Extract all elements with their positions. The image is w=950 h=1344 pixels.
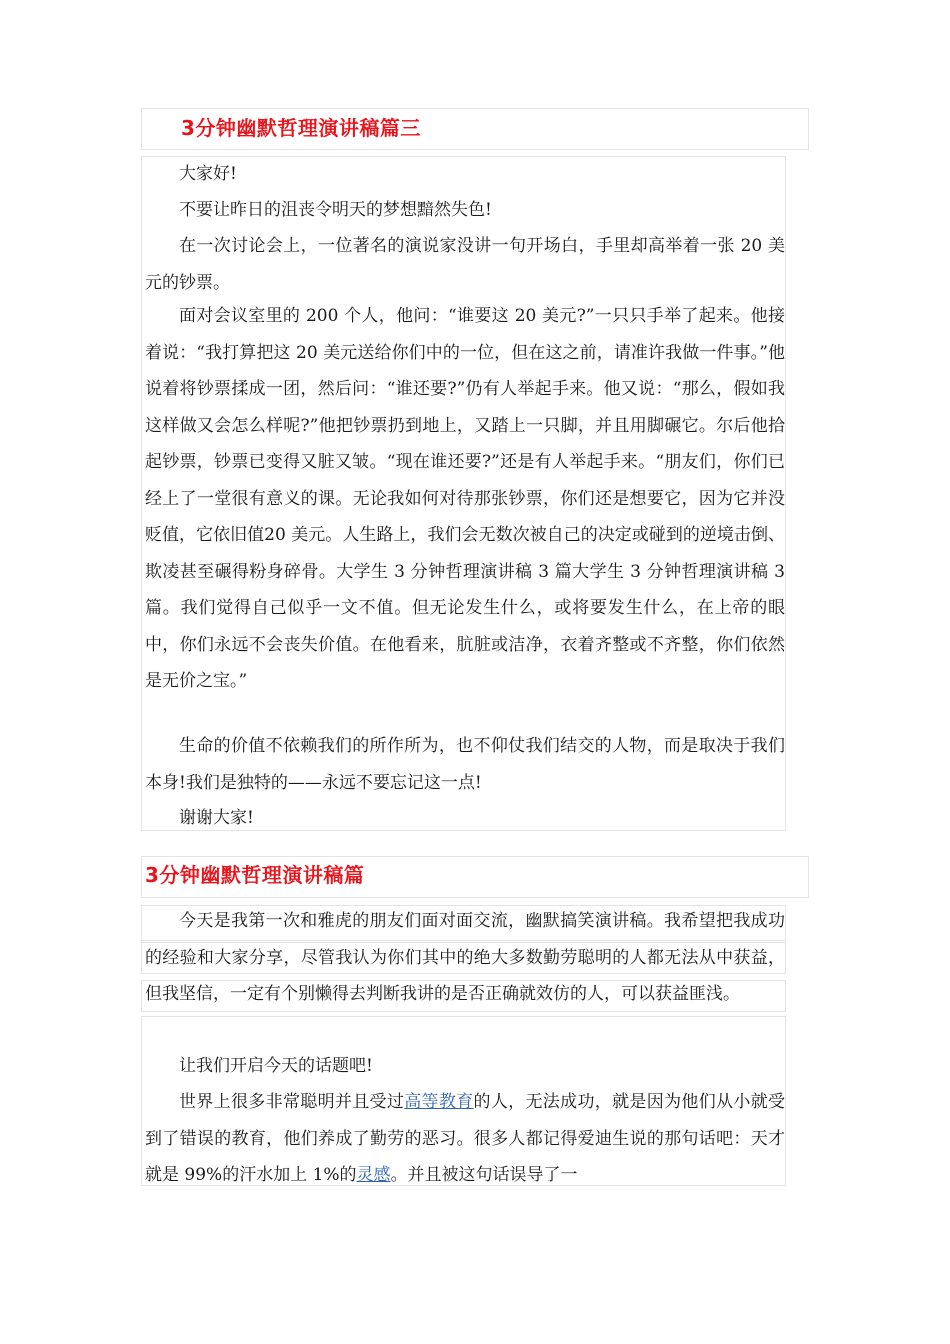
section2-title: 3分钟幽默哲理演讲稿篇 [145,863,365,887]
higher-education-link[interactable]: 高等教育 [404,1092,474,1112]
section1-paragraph-1: 大家好! [179,164,237,184]
section2-paragraph-1: 今天是我第一次和雅虎的朋友们面对面交流，幽默搞笑演讲稿。我希望把我成功的经验和大家分享，尽管我认为你们其中的绝大多数勤劳聪明的人都无法从中获益，但我坚信，一定有个别懒得去判断我讲的是否正确就效仿的人，可以获益匪浅。 [145,911,785,1004]
section1-paragraph-5: 生命的价值不依赖我们的所作所为，也不仰仗我们结交的人物，而是取决于我们本身!我们是独特的——永远不要忘记这一点! [145,736,785,793]
section1-title: 3分钟幽默哲理演讲稿篇三 [181,116,421,140]
section1-paragraph-6: 谢谢大家! [179,808,254,828]
section1-paragraph-2: 不要让昨日的沮丧令明天的梦想黯然失色! [179,200,492,220]
section2-p3-text-c: 。并且被这句话误导了一 [390,1165,578,1185]
section1-paragraph-4: 面对会议室里的 200 个人，他问：“谁要这 20 美元?”一只只手举了起来。他接着说：“我打算把这 20 美元送给你们中的一位，但在这之前，请准许我做一件事。”他说着将钞票揉成一团，然后问：“谁还要?”仍有人举起手来。他又说：“那么，假如我这样做又会怎么样呢?”他把钞票扔到地上，又踏上一只脚，并且用脚碾它。尔后他拾起钞票，钞票已变得又脏又皱。“现在谁还要?”还是有人举起手来。“朋友们，你们已经上了一堂很有意义的课。无论我如何对待那张钞票，你们还是想要它，因为它并没贬值，它依旧值20 美元。人生路上，我们会无数次被自己的决定或碰到的逆境击倒、欺凌甚至碾得粉身碎骨。大学生 3 分钟哲理演讲稿 3 篇大学生 3 分钟哲理演讲稿 3 篇。我们觉得自己似乎一文不值。但无论发生什么，或将要发生什么，在上帝的眼中，你们永远不会丧失价值。在他看来，肮脏或洁净，衣着齐整或不齐整，你们依然是无价之宝。” [145,306,785,691]
section2-p3-text-a: 世界上很多非常聪明并且受过 [179,1092,405,1112]
inspiration-link[interactable]: 灵感 [356,1165,391,1185]
section1-paragraph-3: 在一次讨论会上，一位著名的演说家没讲一句开场白，手里却高举着一张 20 美元的钞票。 [145,236,785,293]
section2-p3-text-b: 的人，无法成功，就是因为他们从小就受到了错误的教育，他们养成了勤劳的恶习。很多人都记得爱迪生说的那句话吧：天才就是 99%的汗水加上 1%的 [145,1092,786,1185]
section2-paragraph-3 [145,1084,785,1194]
section2-paragraph-2: 让我们开启今天的话题吧! [179,1056,373,1076]
